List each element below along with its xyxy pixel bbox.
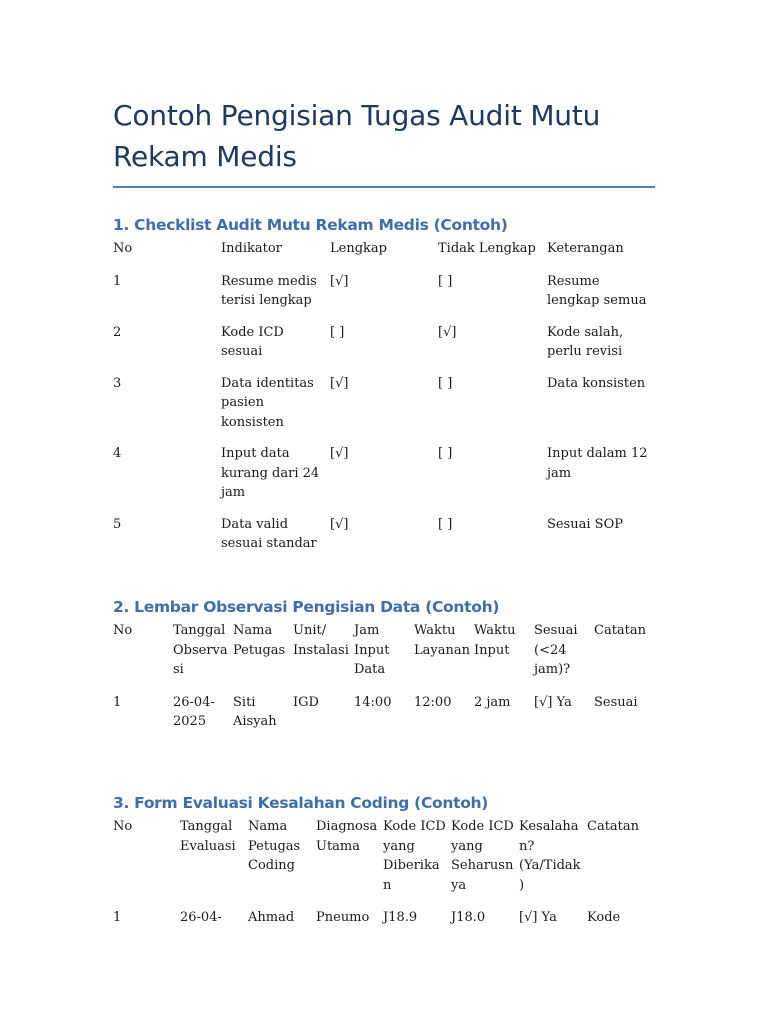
column-header: Keterangan [547, 241, 624, 256]
table-cell: Sesuai SOP [547, 516, 623, 532]
table-cell: [√] [438, 324, 457, 340]
column-header: Diagnosa Utama [316, 819, 378, 854]
section-coding-evaluation [113, 793, 655, 928]
document-title: Contoh Pengisian Tugas Audit Mutu Rekam Medis [113, 99, 601, 173]
table-row [113, 908, 655, 928]
table-cell: [ ] [438, 273, 453, 289]
table-cell: Resume medis terisi lengkap [221, 273, 317, 308]
column-header: Kesalahan? (Ya/Tidak) [519, 819, 581, 893]
table-cell: [ ] [438, 446, 453, 461]
column-header: Tanggal Observasi [173, 623, 228, 677]
section-observation [113, 597, 655, 732]
table-row [113, 272, 655, 323]
table-cell: Data konsisten [547, 375, 646, 391]
table-cell: 26-04-2025 [173, 694, 215, 729]
table-cell: 1 [113, 694, 122, 710]
column-header: Nama Petugas [233, 623, 286, 658]
table-row [113, 374, 655, 445]
section-checklist [113, 215, 655, 554]
table-cell: 2 [113, 324, 122, 340]
column-header: Jam Input Data [354, 623, 390, 677]
table-cell: Data valid sesuai standar [221, 516, 317, 551]
column-header: Indikator [221, 241, 282, 256]
table-header-row [113, 817, 655, 908]
section-heading-coding-evaluation: 3. Form Evaluasi Kesalahan Coding (Contoh) [113, 794, 489, 812]
table-cell: IGD [293, 694, 319, 710]
table-cell: Data identitas pasien konsisten [221, 375, 314, 430]
column-header: Catatan [594, 623, 647, 638]
table-cell: [ ] [438, 516, 453, 532]
table-cell: 1 [113, 910, 122, 925]
column-header: Kode ICD yang Seharusnya [451, 819, 514, 893]
column-header: Tidak Lengkap [438, 241, 536, 256]
table-cell: 14:00 [354, 694, 392, 710]
checklist-table [113, 239, 655, 554]
column-header: No [113, 819, 133, 834]
table-cell: Kode ICD sesuai [221, 324, 284, 359]
table-cell: [√] [330, 375, 349, 391]
table-cell: J18.0 [451, 910, 486, 925]
column-header: Kode ICD yang Diberikan [383, 819, 446, 893]
table-cell: [√] Ya [519, 910, 557, 925]
title-divider [113, 186, 655, 188]
column-header: No [113, 623, 133, 638]
table-cell: Resume lengkap semua [547, 273, 647, 308]
table-row [113, 693, 655, 732]
table-cell: [√] [330, 516, 349, 532]
table-cell: 1 [113, 273, 122, 289]
table-header-row [113, 621, 655, 693]
column-header: Unit/ Instalasi [293, 623, 349, 658]
table-cell: Siti Aisyah [233, 694, 277, 729]
table-cell: [ ] [438, 375, 453, 391]
table-row [113, 323, 655, 374]
table-cell: 26-04- [180, 910, 222, 925]
column-header: Sesuai (<24 jam)? [534, 623, 578, 677]
column-header: Nama Petugas Coding [248, 819, 301, 873]
table-cell: [ ] [330, 324, 345, 340]
table-cell: 3 [113, 375, 122, 391]
table-cell: Input dalam 12 jam [547, 446, 648, 481]
table-cell: Ahmad [248, 910, 295, 925]
column-header: No [113, 241, 133, 256]
table-cell: Input data kurang dari 24 jam [221, 446, 320, 500]
column-header: Waktu Layanan [414, 623, 470, 658]
table-row [113, 515, 655, 554]
section-heading-checklist: 1. Checklist Audit Mutu Rekam Medis (Contoh) [113, 216, 508, 234]
coding-evaluation-table [113, 817, 655, 928]
table-cell: Kode salah, perlu revisi [547, 324, 624, 359]
section-heading-observation: 2. Lembar Observasi Pengisian Data (Contoh) [113, 598, 500, 616]
observation-table [113, 621, 655, 732]
table-cell: [√] [330, 446, 349, 461]
table-cell: Kode [587, 910, 621, 925]
document-page [113, 95, 655, 925]
table-cell: 4 [113, 446, 122, 461]
table-cell: Sesuai [594, 694, 638, 710]
column-header: Tanggal Evaluasi [180, 819, 236, 854]
column-header: Lengkap [330, 241, 387, 256]
table-cell: 5 [113, 516, 122, 532]
column-header: Waktu Input [474, 623, 516, 658]
table-cell: [√] Ya [534, 694, 572, 710]
table-cell: J18.9 [383, 910, 418, 925]
table-header-row [113, 239, 655, 272]
column-header: Catatan [587, 819, 640, 834]
table-cell: Pneumo [316, 910, 370, 925]
table-cell: 2 jam [474, 694, 511, 710]
table-cell: [√] [330, 273, 349, 289]
table-cell: 12:00 [414, 694, 452, 710]
table-row [113, 444, 655, 515]
